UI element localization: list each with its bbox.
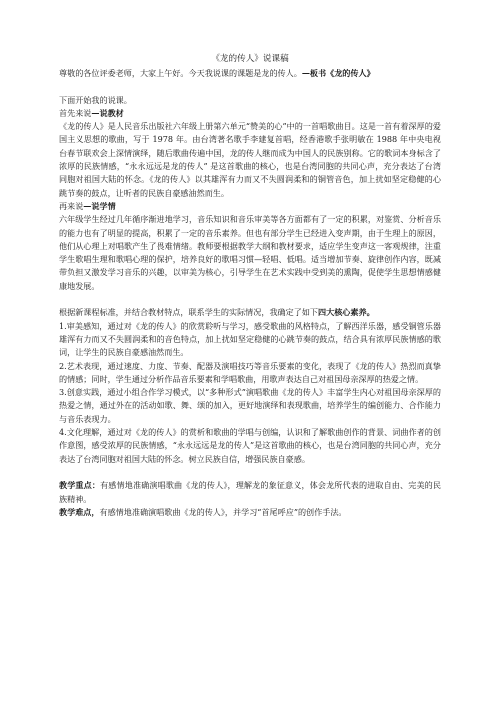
start-line: 下面开始我的说课。: [59, 94, 132, 105]
spacer: [59, 80, 441, 93]
goals-intro-bold: 四大核心素养。: [318, 307, 375, 318]
document-title: 《龙的传人》说课稿: [211, 54, 289, 64]
document-page: [59, 52, 441, 519]
section-heading-textbook: [59, 107, 441, 120]
key-point-label: 教学重点：: [59, 480, 101, 491]
section-prefix: 再来说: [59, 200, 84, 211]
difficult-point: [59, 506, 441, 519]
opening-board-note: —板书《龙的传人》: [301, 68, 375, 78]
key-point: [59, 479, 441, 506]
goal-item: 3.创意实践，通过小组合作学习模式，以“多种形式”演唱歌曲《龙的传人》丰富学生内心对祖国母亲深厚的热爱之情，通过外在的活动如歌、舞、颂的加入，更好地演绎和表现歌曲，培养学生的编创能力、合作能力与音乐表现力。: [59, 387, 441, 424]
textbook-paragraph: 《龙的传人》是人民音乐出版社六年级上册第六单元“赞美的心”中的一首唱歌曲目。这是一首有着深厚的爱国主义思想的歌曲，写于 1978 年。由台湾著名歌手李建复首唱，经香港歌手张明敏在 1988 年中央电视台春节联欢会上深情演绎，随后歌曲传遍中国，龙的传人继而成为中国人的民族别称。它的歌词本身标含了浓厚的民族情感，“永永远远是龙的传人” 是这首歌曲的核心，也是台湾同胞的共同心声，充分表达了台湾同胞对祖国大陆的怀念。《龙的传人》以其雄浑有力而又不失圆润柔和的铜管音色，加上扰如坚定稳健的心跳节奏的鼓点，让听者的民族自豪感油然而生。: [59, 121, 441, 198]
goal-item: 2.艺术表现，通过速度、力度、节奏、配器及演唱技巧等音乐要素的变化，表现了《龙的传人》热烈而真挚的情感；同时，学生通过分析作品音乐要素和学唱歌曲，用歌声表达自己对祖国母亲深厚的热爱之情。: [59, 360, 441, 384]
section-prefix: 首先来说: [59, 107, 92, 118]
students-paragraph: 六年级学生经过几年循序渐进地学习，音乐知识和音乐审美等各方面都有了一定的积累，对鉴赏、分析音乐的能力也有了明显的提高，积累了一定的音乐素养。但也有部分学生已经进入变声期，由于生理上的原因，他们从心理上对唱歌产生了畏难情绪。教师要根据教学大纲和教材要求，适应学生变声这一客观规律，注重学生歌唱生理和歌唱心理的保护，培养良好的歌唱习惯—轻唱、低唱。适当增加节奏、旋律创作内容，既减带负担又激发学习音乐的兴趣，以审美为核心，引导学生在艺术实践中受到美的熏陶，促使学生思想情感健康地发展。: [59, 214, 441, 291]
goal-item: 1.审美感知，通过对《龙的传人》的欣赏聆听与学习，感受歌曲的风格特点，了解西洋乐器，感受铜管乐器雄浑有力而又不失圆润柔和的音色特点，加上扰如坚定稳健的心跳节奏的鼓点，结合具有浓厚民族情感的歌词，让学生的民族自豪感油然而生。: [59, 320, 441, 358]
difficult-point-text: 有感情地准确演唱歌曲《龙的传人》，并学习“首尾呼应”的创作手法。: [99, 506, 347, 517]
section-heading-bold: —说教材: [91, 107, 124, 118]
spacer: [59, 466, 441, 479]
goals-intro-text: 根据新课程标准，并结合教材特点，联系学生的实际情况，我确定了如下: [59, 307, 319, 318]
spacer: [59, 293, 441, 306]
goals-intro: [59, 306, 441, 319]
difficult-point-label: 教学难点，: [59, 506, 100, 517]
opening-text: 尊敬的各位评委老师，大家上午好。今天我说课的课题是龙的传人。: [59, 68, 302, 78]
goal-item: 4.文化理解，通过对《龙的传人》的赏析和歌曲的学唱与创编，认识和了解歌曲创作的背景、词曲作者的创作意图，感受浓厚的民族情感，“永永远远是龙的传人”是这首歌曲的核心，也是台湾同胞的共同心声，充分表达了台湾同胞对祖国大陆的怀念。树立民族自信，增强民族自豪感。: [59, 427, 441, 464]
key-point-text: 有感情地准确演唱歌曲《龙的传人》，理解龙的象征意义，体会龙所代表的进取自由、完美的民族精神。: [59, 480, 441, 504]
opening-paragraph: [59, 67, 441, 80]
section-heading-students: [59, 200, 441, 213]
section-heading-bold: —说学情: [83, 200, 116, 211]
